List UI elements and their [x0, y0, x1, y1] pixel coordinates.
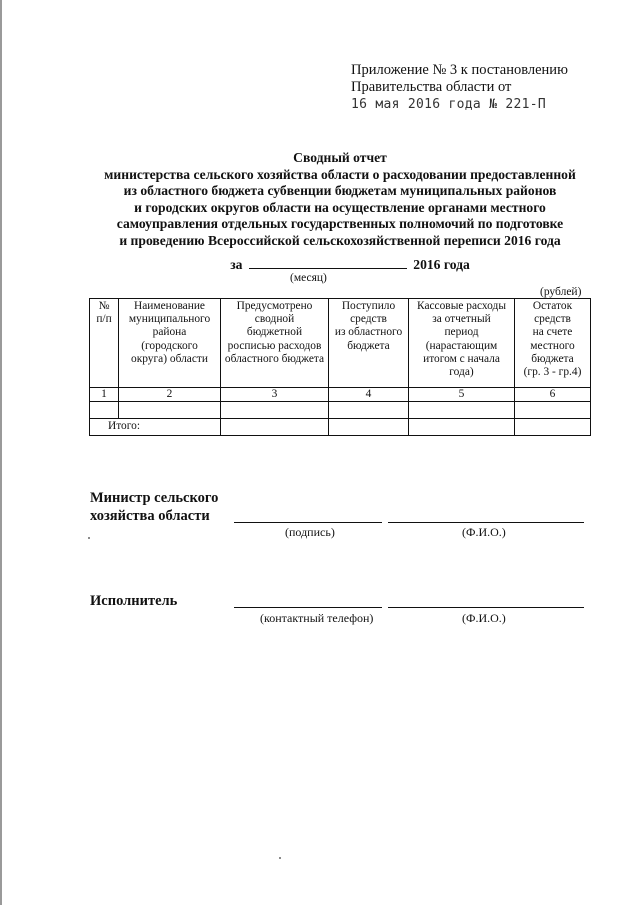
total-row: [90, 419, 591, 436]
header-col-5-line-6: года): [449, 366, 474, 379]
column-number-3: 3: [221, 388, 329, 402]
header-col-2-line-5: округа) области: [131, 352, 208, 365]
column-number-row: [90, 388, 591, 402]
table-cell: [515, 402, 591, 419]
phone-caption: (контактный телефон): [260, 611, 374, 625]
column-number-1: 1: [90, 388, 119, 402]
report-table: [89, 298, 591, 436]
scan-left-edge: [0, 0, 2, 905]
executor-fio-caption: (Ф.И.О.): [462, 611, 506, 625]
header-col-3-line-5: областного бюджета: [224, 352, 325, 365]
header-col-4-line-2: средств: [350, 313, 387, 326]
header-col-3-line-3: бюджетной: [246, 326, 303, 339]
total-cell: [409, 419, 515, 436]
total-cell: [221, 419, 329, 436]
report-heading: Сводный отчет: [293, 150, 387, 165]
report-subtitle-line-3: и городских округов области на осуществление органами местного: [134, 199, 546, 215]
header-col-2-line-1: Наименование: [134, 300, 205, 312]
header-col-1-line-2: п/п: [96, 313, 112, 326]
table-row: [90, 402, 591, 419]
fio-caption: (Ф.И.О.): [462, 525, 506, 539]
header-col-4-line-3: из областного: [334, 326, 403, 339]
report-period: [150, 256, 550, 273]
executor-fio-line: [388, 607, 584, 608]
month-blank-line: [249, 256, 407, 269]
header-col-4-line-1: Поступило: [341, 300, 396, 312]
table-cell: [409, 402, 515, 419]
header-col-5-line-5: итогом с начала: [423, 352, 500, 365]
header-col-3-line-1: Предусмотрено: [236, 300, 313, 312]
report-subtitle-line-2: из областного бюджета субвенции бюджетам муниципальных районов: [123, 183, 557, 198]
appendix-line-1: Приложение № 3 к постановлению: [351, 62, 568, 78]
minister-title-line-2: хозяйства области: [90, 508, 210, 524]
header-col-1-line-1: №: [98, 300, 110, 312]
table-cell: [119, 402, 221, 419]
header-col-5-line-4: (нарастающим: [425, 339, 498, 352]
table-header-row: [90, 299, 591, 388]
header-col-5-line-2: за отчетный: [432, 313, 491, 326]
header-col-6-line-3: на счете: [532, 326, 573, 339]
scan-speck: [88, 537, 90, 539]
column-number-2: 2: [119, 388, 221, 402]
period-prefix: за: [230, 257, 243, 272]
header-col-6: [515, 299, 591, 388]
header-col-4: [329, 299, 409, 388]
header-col-6-line-2: средств: [534, 313, 571, 326]
report-subtitle-line-5: и проведению Всероссийской сельскохозяйственной переписи 2016 года: [119, 232, 561, 248]
month-caption: (месяц): [290, 272, 327, 284]
signature-caption: (подпись): [285, 525, 335, 539]
report-title: [60, 150, 620, 249]
header-col-3-line-4: росписью расходов: [227, 339, 322, 352]
total-label: Итого:: [90, 419, 221, 436]
minister-title-line-1: Министр сельского: [90, 490, 219, 506]
report-subtitle-line-1: министерства сельского хозяйства области о расходовании предоставленной: [104, 166, 576, 182]
minister-fio-line: [388, 522, 584, 523]
appendix-note: [351, 62, 568, 113]
header-col-2: [119, 299, 221, 388]
header-col-3-line-2: сводной: [254, 313, 295, 326]
header-col-5: [409, 299, 515, 388]
executor-title: Исполнитель: [90, 593, 178, 609]
header-col-5-line-3: период: [444, 326, 479, 339]
column-number-6: 6: [515, 388, 591, 402]
executor-phone-line: [234, 607, 382, 608]
header-col-6-line-5: бюджета: [531, 352, 574, 365]
header-col-5-line-1: Кассовые расходы: [417, 300, 506, 312]
column-number-5: 5: [409, 388, 515, 402]
appendix-line-3: 16 мая 2016 года № 221-П: [351, 97, 547, 112]
report-subtitle-line-4: самоуправления отдельных государственных полномочий по подготовке: [116, 216, 564, 231]
header-col-4-line-4: бюджета: [347, 339, 390, 352]
header-col-6-line-1: Остаток: [532, 300, 573, 312]
header-col-3: [221, 299, 329, 388]
minister-signature-line: [234, 522, 382, 523]
appendix-line-2: Правительства области от: [351, 79, 512, 95]
total-cell: [329, 419, 409, 436]
table-cell: [90, 402, 119, 419]
table-cell: [329, 402, 409, 419]
header-col-2-line-4: (городского: [141, 339, 198, 352]
table-cell: [221, 402, 329, 419]
header-col-2-line-2: муниципального: [128, 313, 211, 326]
minister-title: [90, 489, 218, 525]
scan-speck: [279, 857, 281, 859]
header-col-1: [90, 299, 119, 388]
header-col-6-line-4: местного: [530, 339, 575, 352]
header-col-6-line-6: (гр. 3 - гр.4): [523, 366, 582, 379]
period-suffix: 2016 года: [413, 257, 470, 272]
header-col-2-line-3: района: [152, 326, 187, 339]
column-number-4: 4: [329, 388, 409, 402]
total-cell: [515, 419, 591, 436]
units-caption: (рублей): [540, 286, 582, 298]
